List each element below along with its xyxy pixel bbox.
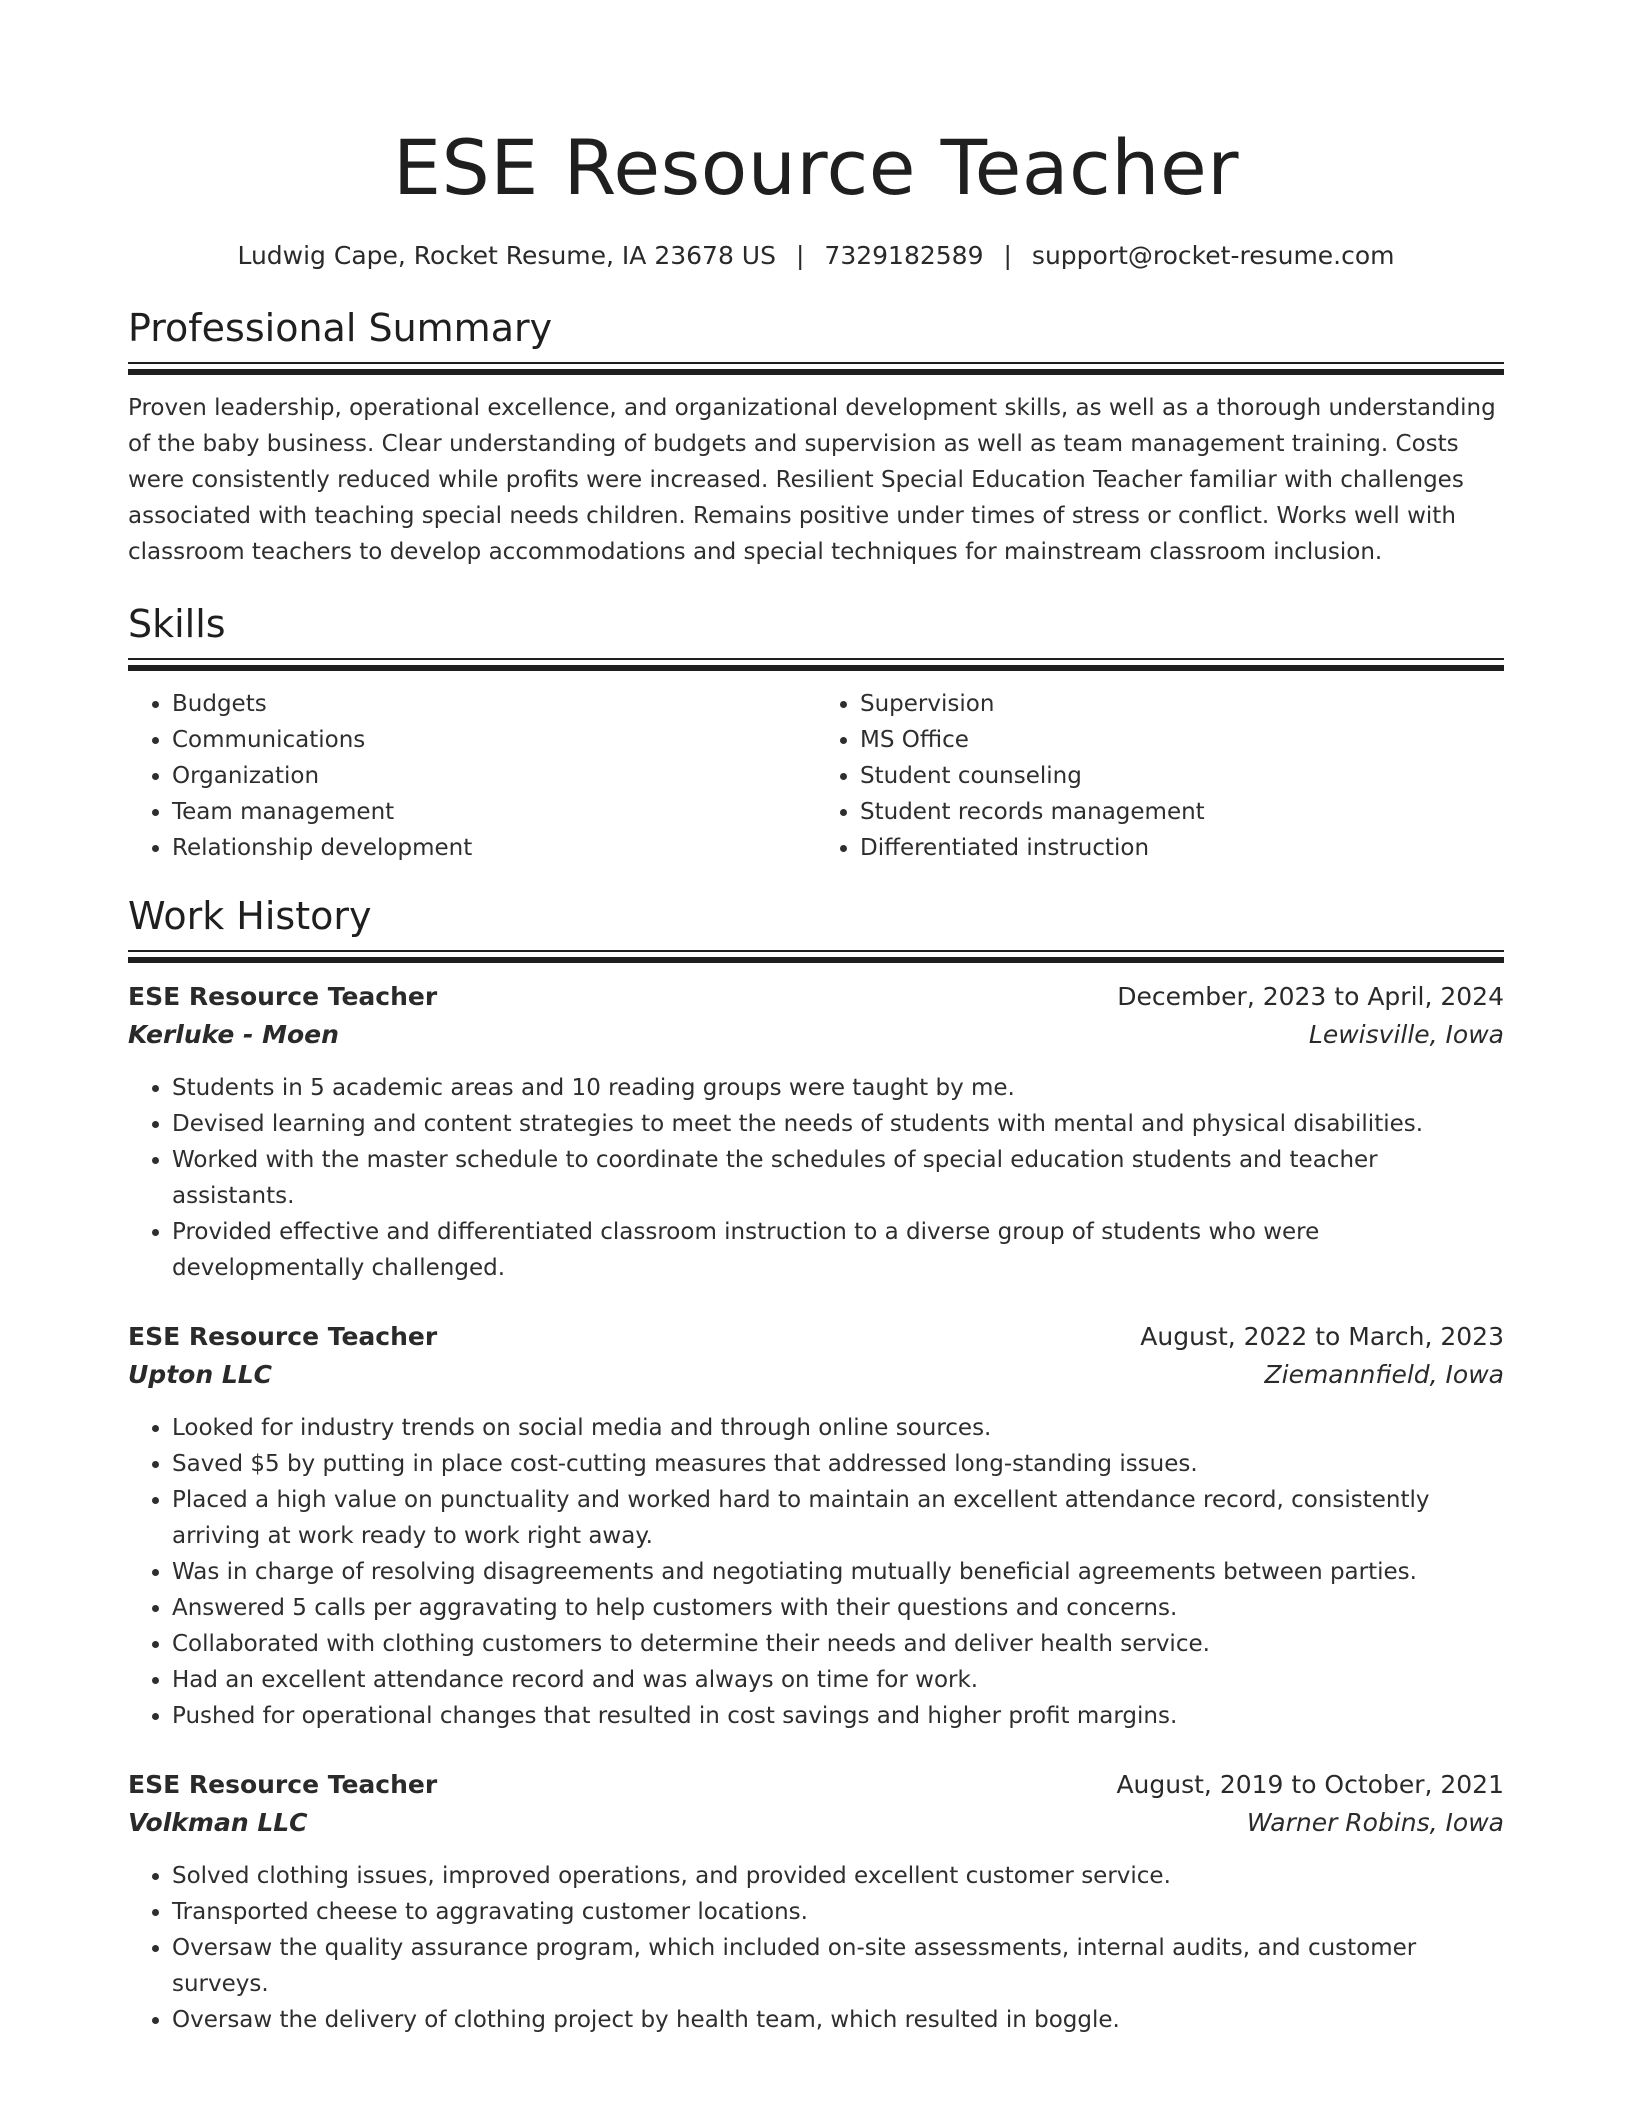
skill-item: • Organization (172, 758, 816, 794)
job-dates: December, 2023 to April, 2024 (1117, 982, 1504, 1011)
skill-item: • Budgets (172, 686, 816, 722)
summary-section (128, 304, 1504, 570)
job-company: Kerluke - Moen (128, 1020, 339, 1049)
job-entry (128, 1766, 1504, 2038)
skills-list (128, 686, 1504, 866)
contact-line (128, 238, 1504, 274)
job-subheader (128, 1016, 1504, 1054)
contact-separator: | (795, 241, 805, 270)
job-title: ESE Resource Teacher (128, 1322, 438, 1351)
job-dates: August, 2022 to March, 2023 (1140, 1322, 1504, 1351)
skills-column-right (816, 686, 1504, 866)
job-header (128, 978, 1504, 1016)
job-entry (128, 1318, 1504, 1734)
skills-column-left (128, 686, 816, 866)
job-bullet: • Solved clothing issues, improved operations, and provided excellent customer service. (172, 1858, 1504, 1894)
job-subheader (128, 1804, 1504, 1842)
job-bullet: • Devised learning and content strategies to meet the needs of students with mental and physical disabilities. (172, 1106, 1504, 1142)
skills-section (128, 600, 1504, 866)
job-header (128, 1766, 1504, 1804)
work-history-section (128, 892, 1504, 2038)
job-bullet: • Collaborated with clothing customers to determine their needs and deliver health service. (172, 1626, 1504, 1662)
job-bullet: • Students in 5 academic areas and 10 reading groups were taught by me. (172, 1070, 1504, 1106)
job-title: ESE Resource Teacher (128, 982, 438, 1011)
job-bullet: • Placed a high value on punctuality and worked hard to maintain an excellent attendance record, consistently arriving at work ready to work right away. (172, 1482, 1504, 1554)
job-company: Volkman LLC (128, 1808, 308, 1837)
skill-item: • MS Office (860, 722, 1504, 758)
skill-item: • Differentiated instruction (860, 830, 1504, 866)
job-bullet: • Oversaw the quality assurance program, which included on-site assessments, internal audits, and customer surveys. (172, 1930, 1504, 2002)
job-bullets (128, 1410, 1504, 1734)
skill-item: • Supervision (860, 686, 1504, 722)
work-history-heading: Work History (128, 894, 372, 938)
job-bullet: • Saved $5 by putting in place cost-cutting measures that addressed long-standing issues. (172, 1446, 1504, 1482)
section-divider (128, 362, 1504, 376)
section-divider (128, 658, 1504, 672)
job-location: Lewisville, Iowa (1308, 1020, 1504, 1049)
skill-item: • Communications (172, 722, 816, 758)
skill-item: • Student records management (860, 794, 1504, 830)
skill-item: • Student counseling (860, 758, 1504, 794)
job-bullet: • Was in charge of resolving disagreements and negotiating mutually beneficial agreements between parties. (172, 1554, 1504, 1590)
contact-address: Ludwig Cape, Rocket Resume, IA 23678 US (237, 241, 776, 270)
job-bullets (128, 1858, 1504, 2038)
contact-email: support@rocket-resume.com (1031, 241, 1395, 270)
summary-text: Proven leadership, operational excellence, and organizational development skills, as well as a thorough understanding of the baby business. Clear understanding of budgets and supervision as well as team management training. Costs were consistently reduced while profits were increased. Resilient Special Education Teacher familiar with challenges associated with teaching special needs children. Remains positive under times of stress or conflict. Works well with classroom teachers to develop accommodations and special techniques for mainstream classroom inclusion. (128, 395, 1496, 565)
skill-item: • Team management (172, 794, 816, 830)
job-location: Warner Robins, Iowa (1246, 1808, 1504, 1837)
job-location: Ziemannfield, Iowa (1264, 1360, 1504, 1389)
job-bullet: • Oversaw the delivery of clothing project by health team, which resulted in boggle. (172, 2002, 1504, 2038)
contact-separator: | (1003, 241, 1012, 270)
skill-item: • Relationship development (172, 830, 816, 866)
job-bullet: • Pushed for operational changes that resulted in cost savings and higher profit margins. (172, 1698, 1504, 1734)
job-bullet: • Answered 5 calls per aggravating to help customers with their questions and concerns. (172, 1590, 1504, 1626)
job-company: Upton LLC (128, 1360, 273, 1389)
resume-title: ESE Resource Teacher (393, 123, 1239, 212)
job-header (128, 1318, 1504, 1356)
job-dates: August, 2019 to October, 2021 (1116, 1770, 1504, 1799)
job-entry (128, 978, 1504, 1286)
skills-heading: Skills (128, 602, 226, 646)
job-title: ESE Resource Teacher (128, 1770, 438, 1799)
job-bullet: • Transported cheese to aggravating customer locations. (172, 1894, 1504, 1930)
contact-phone: 7329182589 (824, 241, 984, 270)
job-bullet: • Worked with the master schedule to coordinate the schedules of special education students and teacher assistants. (172, 1142, 1504, 1214)
section-divider (128, 950, 1504, 964)
job-bullet: • Had an excellent attendance record and was always on time for work. (172, 1662, 1504, 1698)
job-bullet: • Provided effective and differentiated classroom instruction to a diverse group of students who were developmentally challenged. (172, 1214, 1504, 1286)
resume-page (128, 0, 1504, 2038)
job-bullets (128, 1070, 1504, 1286)
job-subheader (128, 1356, 1504, 1394)
job-bullet: • Looked for industry trends on social media and through online sources. (172, 1410, 1504, 1446)
summary-heading: Professional Summary (128, 306, 553, 350)
